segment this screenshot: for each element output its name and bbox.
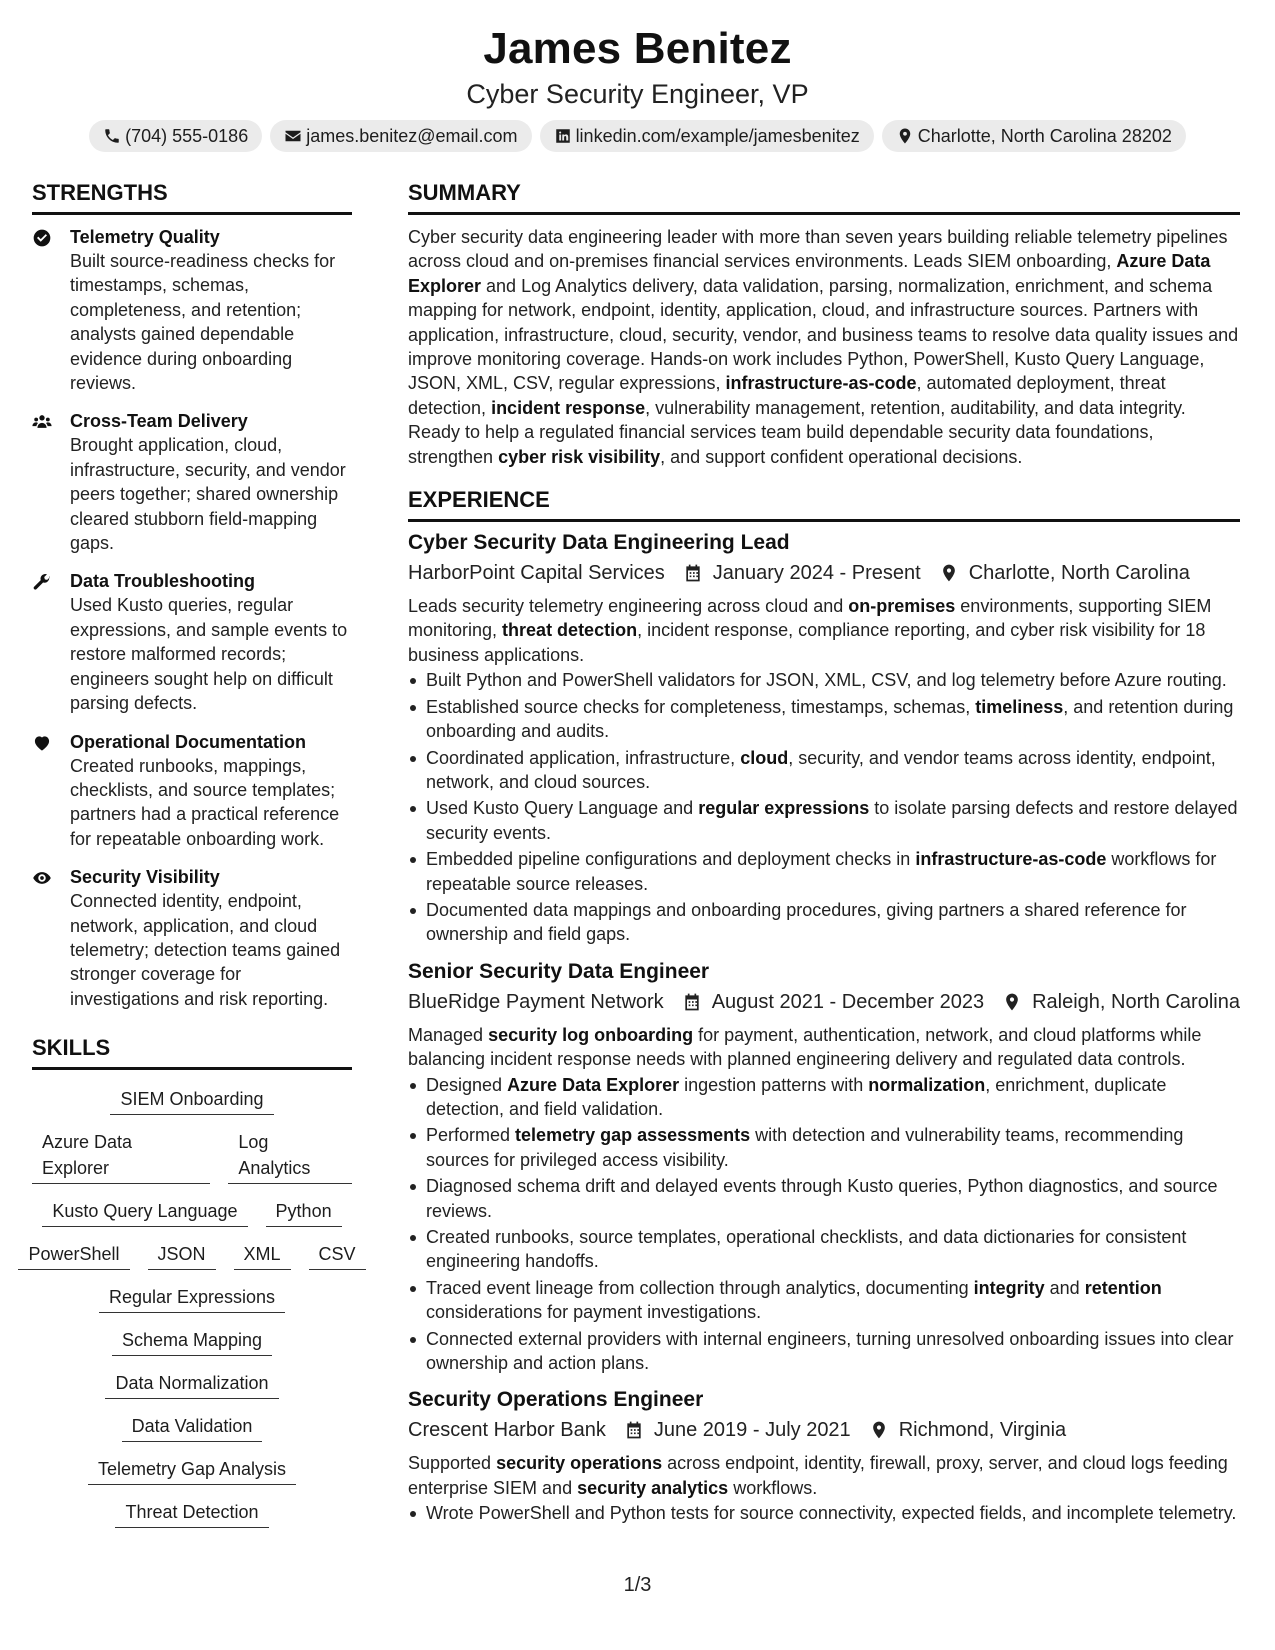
job-location: Charlotte, North Carolina <box>968 562 1190 585</box>
strength-desc: Created runbooks, mappings, checklists, and source templates; partners had a practical reference for repeatable onboarding work. <box>70 755 340 849</box>
skill-tag: XML <box>234 1241 291 1270</box>
bold-keyword: cloud <box>740 747 789 768</box>
bullet-item <box>408 746 1240 795</box>
map-pin-icon <box>896 127 914 145</box>
summary-text <box>408 225 1240 469</box>
skill-tag: Log Analytics <box>228 1129 352 1184</box>
check-circle-icon <box>32 228 52 248</box>
skill-tag: Kusto Query Language <box>42 1198 247 1227</box>
resume-header <box>0 20 1275 152</box>
text-run: , automated deployment, threat detection, <box>408 373 1166 418</box>
text-run: Leads security telemetry engineering across cloud and <box>408 596 849 617</box>
section-divider <box>408 212 1240 215</box>
bold-keyword: retention <box>1084 1277 1162 1298</box>
text-run: for payment, authentication, network, and cloud platforms while balancing incident response needs with planned engineering delivery and regulated data controls. <box>408 1024 1202 1070</box>
job-description <box>408 1023 1240 1072</box>
job-bullets <box>408 1501 1240 1525</box>
text-run: Connected external providers with internal engineers, turning unresolved onboarding issues into clear ownership and action plans. <box>426 1328 1234 1374</box>
text-run: across endpoint, identity, firewall, proxy, server, and cloud logs feeding enterprise SIEM and <box>408 1453 1228 1498</box>
heart-icon <box>32 733 52 753</box>
text-run: Wrote PowerShell and Python tests for source connectivity, expected fields, and incomplete telemetry. <box>426 1503 1237 1524</box>
text-run: considerations for payment investigations. <box>426 1302 762 1323</box>
calendar-icon <box>682 992 702 1012</box>
bullet-item <box>408 1073 1240 1122</box>
strength-item <box>32 569 352 715</box>
skill-row <box>32 1198 352 1227</box>
bullet-item <box>408 1123 1240 1172</box>
phone-text: (704) 555-0186 <box>125 126 249 146</box>
page-number: 1/3 <box>623 1574 652 1596</box>
location-text: Charlotte, North Carolina 28202 <box>917 126 1172 146</box>
email-text: james.benitez@email.com <box>306 126 518 146</box>
linkedin-text: linkedin.com/example/jamesbenitez <box>575 126 860 146</box>
text-run: and <box>1044 1277 1085 1298</box>
bold-keyword: Azure Data Explorer <box>507 1074 680 1095</box>
job-dates: June 2019 - July 2021 <box>653 1419 851 1442</box>
bullet-item <box>408 668 1240 692</box>
strengths-title: STRENGTHS <box>32 180 168 205</box>
bold-keyword: integrity <box>973 1277 1045 1298</box>
bold-keyword: infrastructure-as-code <box>915 849 1107 870</box>
bold-keyword: normalization <box>868 1074 986 1095</box>
strength-title: Telemetry Quality <box>70 227 220 247</box>
eye-icon <box>32 868 52 888</box>
job-title: Senior Security Data Engineer <box>408 959 710 983</box>
candidate-name: James Benitez <box>483 24 792 73</box>
text-run: Traced event lineage from collection through analytics, documenting <box>426 1277 974 1298</box>
strength-item <box>32 865 352 1011</box>
contact-email[interactable] <box>270 120 531 152</box>
skill-row <box>32 1370 352 1399</box>
skill-row <box>32 1327 352 1356</box>
map-pin-icon <box>1002 992 1022 1012</box>
strength-desc: Connected identity, endpoint, network, application, and cloud telemetry; detection teams gained stronger coverage for investigations and risk reporting. <box>70 891 341 1009</box>
text-run: , security, and vendor teams across identity, endpoint, network, and cloud sources. <box>426 747 1216 792</box>
text-run: , and support confident operational decisions. <box>660 446 1023 467</box>
contact-location <box>882 120 1186 152</box>
job-location: Richmond, Virginia <box>898 1419 1067 1442</box>
text-run: Built Python and PowerShell validators for JSON, XML, CSV, and log telemetry before Azure routing. <box>426 670 1227 691</box>
text-run: and Log Analytics delivery, data validation, parsing, normalization, enrichment, and schema mapping for network, endpoint, identity, application, cloud, and infrastructure sources. Partners with application, infrastructure, cloud, security, vendor, and business teams to resolve data quality issues and improve monitoring coverage. Hands-on work includes Python, PowerShell, Kusto Query Language, JSON, XML, CSV, regular expressions, <box>408 275 1239 394</box>
company-name: HarborPoint Capital Services <box>408 562 665 585</box>
users-icon <box>32 412 52 432</box>
strength-title: Security Visibility <box>70 867 220 888</box>
text-run: , vulnerability management, retention, auditability, and data integrity. Ready to help a regulated financial services team build dependable security data foundations, strengthen <box>408 397 1186 467</box>
text-run: , enrichment, duplicate detection, and field validation. <box>426 1074 1167 1119</box>
bold-keyword: infrastructure-as-code <box>725 373 917 394</box>
bold-keyword: security analytics <box>577 1477 729 1498</box>
bullet-item <box>408 898 1240 947</box>
job-bullets <box>408 668 1240 946</box>
text-run: Documented data mappings and onboarding procedures, giving partners a shared reference for ownership and field gaps. <box>426 899 1187 945</box>
skill-tag: Schema Mapping <box>112 1327 272 1356</box>
bold-keyword: cyber risk visibility <box>498 446 661 467</box>
skill-row <box>32 1499 352 1528</box>
job-entry <box>408 1385 1240 1525</box>
calendar-icon <box>683 563 703 583</box>
text-run: Supported <box>408 1453 497 1474</box>
skill-row <box>32 1456 352 1485</box>
bold-keyword: telemetry gap assessments <box>515 1125 751 1146</box>
skills-section <box>28 1033 356 1528</box>
bullet-item <box>408 1225 1240 1274</box>
strength-title: Cross-Team Delivery <box>70 411 248 432</box>
bold-keyword: incident response <box>491 397 646 418</box>
text-run: , and retention during onboarding and audits. <box>426 696 1234 742</box>
text-run: Performed <box>426 1125 516 1146</box>
text-run: workflows for repeatable source releases. <box>426 849 1217 894</box>
calendar-icon <box>624 1420 644 1440</box>
bold-keyword: timeliness <box>975 696 1064 717</box>
skill-tag: SIEM Onboarding <box>110 1086 273 1115</box>
skill-tag: Telemetry Gap Analysis <box>88 1456 296 1485</box>
wrench-icon <box>32 572 52 592</box>
bullet-item <box>408 1276 1240 1325</box>
text-run: Coordinated application, infrastructure, <box>426 747 741 768</box>
contact-phone[interactable] <box>89 120 262 152</box>
skill-tag: Regular Expressions <box>99 1284 285 1313</box>
strengths-section <box>32 178 352 1011</box>
text-run: Managed <box>408 1024 489 1045</box>
job-dates: January 2024 - Present <box>712 562 921 585</box>
bullet-item <box>408 847 1240 896</box>
skill-tag: Data Normalization <box>105 1370 278 1399</box>
text-run: Established source checks for completeness, timestamps, schemas, <box>426 696 976 717</box>
strength-desc: Built source-readiness checks for timestamps, schemas, completeness, and retention; analysts gained dependable evidence during onboarding reviews. <box>70 251 336 394</box>
skill-row <box>32 1284 352 1313</box>
skill-row <box>32 1413 352 1442</box>
strength-title: Operational Documentation <box>70 731 307 752</box>
job-description <box>408 1451 1240 1500</box>
strength-title: Data Troubleshooting <box>70 571 256 592</box>
bold-keyword: security log onboarding <box>488 1024 694 1045</box>
bullet-item <box>408 695 1240 744</box>
skill-tag: JSON <box>148 1241 216 1270</box>
skills-title: SKILLS <box>32 1035 111 1061</box>
text-run: Designed <box>426 1074 508 1095</box>
text-run: Used Kusto Query Language and <box>426 798 699 819</box>
bullet-item <box>408 796 1240 845</box>
job-list <box>408 528 1240 1526</box>
strength-item <box>32 730 352 852</box>
job-meta <box>408 987 1240 1017</box>
job-entry <box>408 957 1240 1376</box>
experience-section <box>408 485 1240 1526</box>
strength-desc: Used Kusto queries, regular expressions, and sample events to restore malformed records; engineers sought help on difficult parsing defects. <box>70 595 348 714</box>
section-divider <box>32 1067 352 1070</box>
job-meta <box>408 1415 1240 1445</box>
skill-tag: Data Validation <box>122 1413 263 1442</box>
bullet-item <box>408 1174 1240 1223</box>
envelope-icon <box>284 127 302 145</box>
section-divider <box>32 212 352 215</box>
skill-tag: Azure Data Explorer <box>32 1129 210 1184</box>
company-name: BlueRidge Payment Network <box>408 990 664 1013</box>
text-run: Diagnosed schema drift and delayed events through Kusto queries, Python diagnostics, and source reviews. <box>426 1176 1218 1221</box>
bold-keyword: Azure Data Explorer <box>408 251 1211 296</box>
text-run: Created runbooks, source templates, operational checklists, and data dictionaries for consistent engineering handoffs. <box>426 1227 1187 1272</box>
map-pin-icon <box>939 563 959 583</box>
right-column <box>408 178 1240 1528</box>
job-bullets <box>408 1073 1240 1376</box>
job-dates: August 2021 - December 2023 <box>711 990 985 1013</box>
bold-keyword: threat detection <box>502 620 638 641</box>
strength-item <box>32 409 352 555</box>
strength-desc: Brought application, cloud, infrastructure, security, and vendor peers together; shared ownership cleared stubborn field-mapping gaps. <box>70 435 346 554</box>
map-pin-icon <box>869 1420 889 1440</box>
job-entry <box>408 528 1240 947</box>
summary-title: SUMMARY <box>408 180 521 205</box>
skills-list <box>28 1080 356 1528</box>
experience-title: EXPERIENCE <box>408 487 550 513</box>
skill-row <box>32 1129 352 1184</box>
job-location: Raleigh, North Carolina <box>1032 990 1240 1013</box>
job-title: Cyber Security Data Engineering Lead <box>408 531 790 555</box>
bold-keyword: security operations <box>496 1453 663 1474</box>
bold-keyword: on-premises <box>848 596 956 617</box>
text-run: Embedded pipeline configurations and deployment checks in <box>426 849 916 870</box>
bold-keyword: regular expressions <box>698 798 870 819</box>
summary-section <box>408 178 1240 469</box>
skill-row <box>28 1241 356 1270</box>
strength-item <box>32 225 352 395</box>
skill-tag: Python <box>266 1198 342 1227</box>
skill-row <box>32 1086 352 1115</box>
section-divider <box>408 519 1240 522</box>
candidate-role: Cyber Security Engineer, VP <box>466 79 809 109</box>
job-description <box>408 594 1240 667</box>
skill-tag: PowerShell <box>18 1241 129 1270</box>
text-run: environments, supporting SIEM monitoring, <box>408 596 1212 641</box>
text-run: ingestion patterns with <box>679 1074 869 1095</box>
text-run: to isolate parsing defects and restore delayed security events. <box>426 798 1238 843</box>
linkedin-icon <box>554 127 572 145</box>
text-run: workflows. <box>728 1477 818 1498</box>
bullet-item <box>408 1501 1240 1525</box>
company-name: Crescent Harbor Bank <box>408 1419 606 1442</box>
bullet-item <box>408 1327 1240 1376</box>
phone-icon <box>103 127 121 145</box>
left-column <box>28 178 356 1528</box>
skill-tag: Threat Detection <box>115 1499 268 1528</box>
text-run: with detection and vulnerability teams, recommending sources for privileged access visibility. <box>426 1125 1184 1170</box>
text-run: Cyber security data engineering leader with more than seven years building reliable telemetry pipelines across cloud and on-premises financial services environments. Leads SIEM onboarding, <box>408 227 1228 272</box>
skill-tag: CSV <box>309 1241 366 1270</box>
text-run: , incident response, compliance reporting, and cyber risk visibility for 18 business applications. <box>408 620 1206 665</box>
job-meta <box>408 558 1240 588</box>
contact-bar <box>0 120 1275 152</box>
job-title: Security Operations Engineer <box>408 1388 704 1412</box>
contact-linkedin[interactable] <box>540 120 874 152</box>
